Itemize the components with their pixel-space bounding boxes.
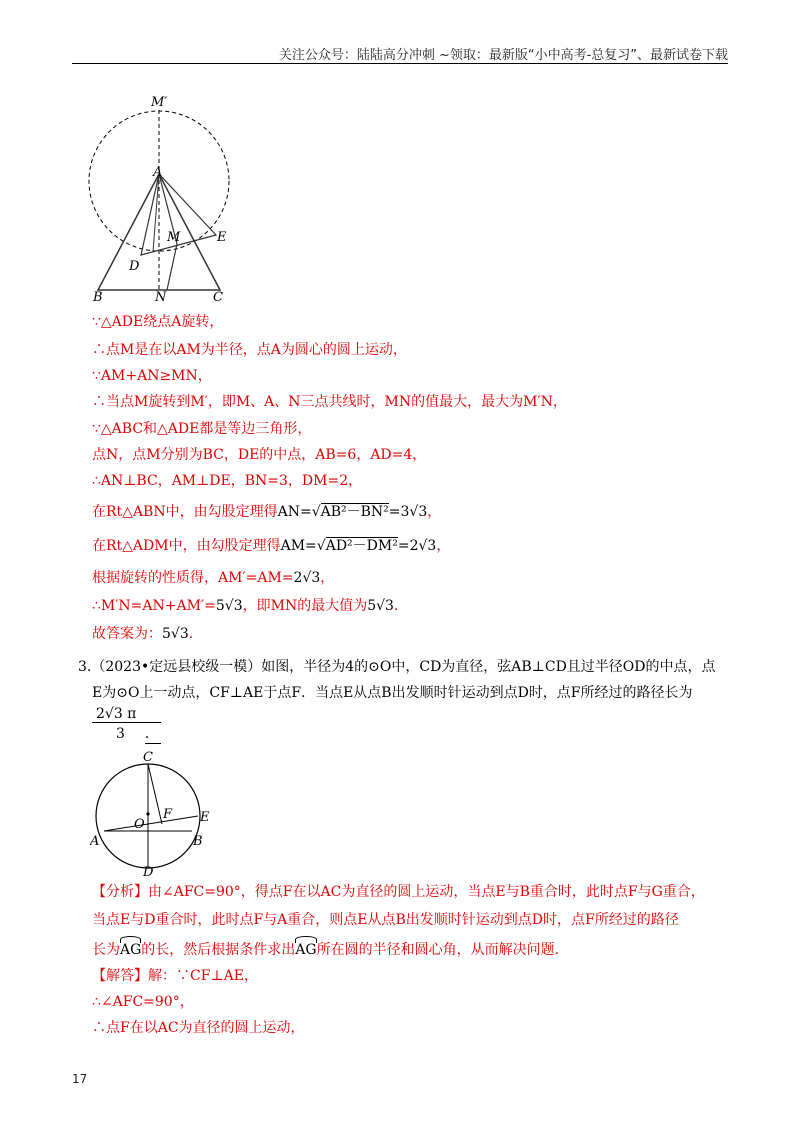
solution-line-11: ∴M′N=AN+AM′=5√3，即MN的最大值为5√3． bbox=[92, 598, 408, 614]
solution-line-1: ∵△ADE绕点A旋转， bbox=[92, 314, 224, 330]
header-rule bbox=[72, 63, 728, 64]
solution-line-4: ∴当点M旋转到M′，即M、A、N三点共线时，MN的值最大，最大为M′N， bbox=[92, 394, 567, 410]
label-a2: A bbox=[90, 834, 100, 849]
figure-rotating-triangles bbox=[85, 92, 255, 307]
label-b2: B bbox=[193, 834, 203, 849]
arc-ag-2: AG bbox=[295, 942, 317, 958]
solution-line-5: ∵△ABC和△ADE都是等边三角形， bbox=[92, 421, 312, 437]
arc-ag: AG bbox=[120, 942, 142, 958]
answer-line-2: ∴∠AFC=90°， bbox=[92, 994, 194, 1010]
label-f: F bbox=[163, 807, 173, 822]
solution-line-3: ∵AM+AN≥MN， bbox=[92, 368, 212, 384]
solution-line-10: 根据旋转的性质得，AM′=AM=2√3， bbox=[92, 570, 335, 586]
answer-line-3: ∴点F在以AC为直径的圆上运动， bbox=[92, 1020, 305, 1036]
label-e2: E bbox=[200, 810, 210, 825]
segment-ae bbox=[104, 816, 198, 831]
label-m: M bbox=[167, 230, 181, 245]
solution-line-12: 故答案为：5√3． bbox=[92, 626, 203, 642]
analysis-line-2: 当点E与D重合时，此时点F与A重合，则点E从点B出发顺时针运动到点D时，点F所经过的路径 bbox=[92, 912, 679, 928]
answer-fraction: 2√3 π 3 ． bbox=[92, 706, 161, 744]
solution-line-9: 在Rt△ADM中，由勾股定理得AM=√AD²－DM²=2√3， bbox=[92, 538, 451, 554]
analysis-line-1: 【分析】由∠AFC=90°，得点F在以AC为直径的圆上运动，当点E与B重合时，此时点F与G重合， bbox=[92, 884, 705, 900]
solution-line-7: ∴AN⊥BC，AM⊥DE，BN=3，DM=2， bbox=[92, 473, 363, 489]
solution-line-2: ∴点M是在以AM为半径，点A为圆心的圆上运动， bbox=[92, 342, 407, 358]
solution-line-8: 在Rt△ABN中，由勾股定理得AN=√AB²－BN²=3√3， bbox=[92, 504, 442, 520]
formula-am: AM=√AD²－DM²=2√3 bbox=[280, 538, 437, 554]
label-d: D bbox=[129, 259, 140, 274]
segment-cf bbox=[148, 764, 162, 824]
label-o: O bbox=[134, 817, 145, 832]
page-number: 17 bbox=[72, 1072, 88, 1086]
solution-line-6: 点N，点M分别为BC，DE的中点，AB=6，AD=4， bbox=[92, 447, 427, 463]
label-c2: C bbox=[143, 750, 153, 765]
answer-line-1: 【解答】解：∵CF⊥AE， bbox=[92, 968, 258, 984]
label-m-prime: M′ bbox=[151, 95, 168, 110]
label-n: N bbox=[155, 290, 167, 305]
label-d2: D bbox=[143, 865, 154, 878]
page-header: 关注公众号：陆陆高分冲刺 ~领取：最新版“小中高考-总复习”、最新试卷下载 bbox=[278, 48, 728, 63]
label-c: C bbox=[213, 290, 223, 305]
center-o bbox=[146, 812, 149, 815]
question-3-line-1: 3.（2023•定远县校级一模）如图，半径为4的⊙O中，CD为直径，弦AB⊥CD且过半径OD的中点，点 bbox=[78, 659, 716, 675]
formula-an: AN=√AB²－BN²=3√3 bbox=[277, 504, 428, 520]
label-b: B bbox=[93, 290, 103, 305]
figure-circle bbox=[90, 748, 220, 878]
label-a: A bbox=[153, 165, 163, 180]
label-e: E bbox=[217, 230, 227, 245]
analysis-line-3: 长为AG的长，然后根据条件求出AG所在圆的半径和圆心角，从而解决问题． bbox=[92, 942, 569, 958]
question-3-line-2: E为⊙O上一动点，CF⊥AE于点F．当点E从点B出发顺时针运动到点D时，点F所经过的路径长为 bbox=[92, 685, 693, 701]
